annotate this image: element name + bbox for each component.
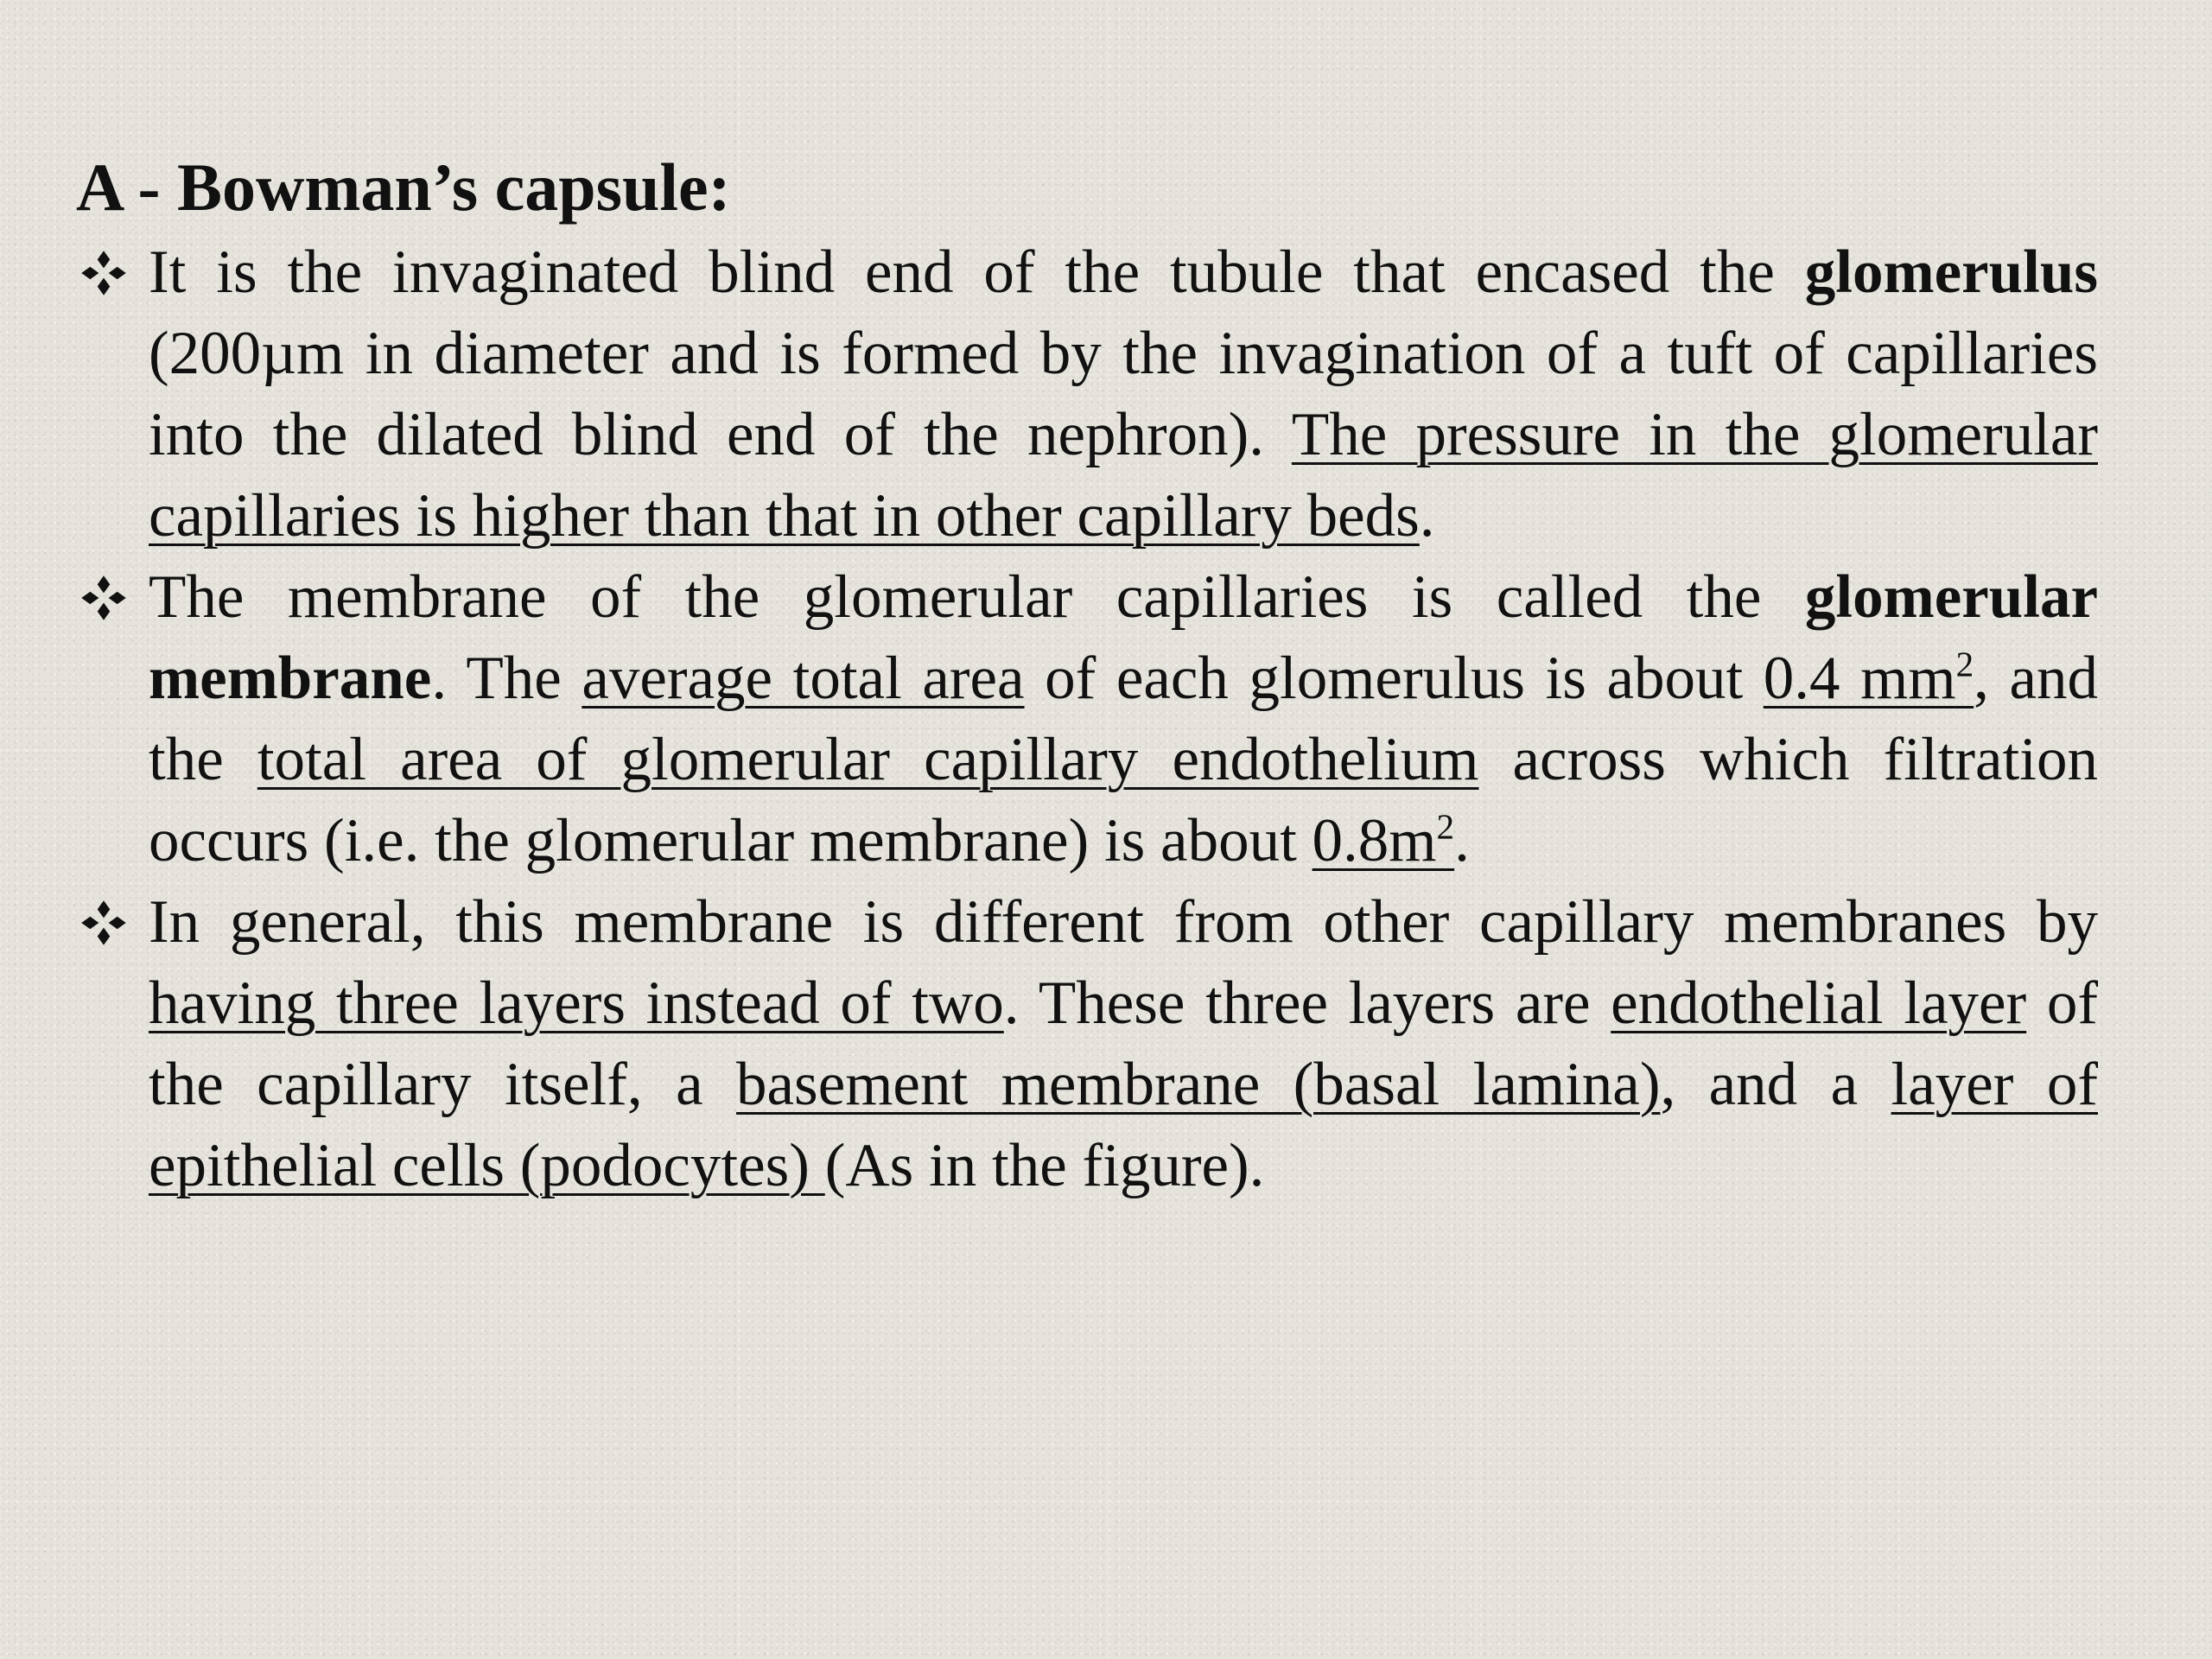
text-span: of the capillary itself, a [149, 969, 2098, 1118]
text-span: . These three layers are [1003, 969, 1611, 1037]
text-span: In general, this membrane is different from other capillary membranes by [149, 888, 2098, 956]
text-span: , and the [149, 645, 2098, 793]
text-span: across which filtration occurs (i.e. the glomerular membrane) is about [149, 726, 2098, 874]
superscript: 2 [1955, 644, 1974, 684]
text-span: , and a [1660, 1051, 1891, 1118]
bullet-list [76, 232, 2098, 1206]
bullet-item-2 [76, 556, 2098, 881]
text-span: It is the invaginated blind end of the tubule that encased the [149, 238, 1805, 306]
text-span: (As in the figure). [824, 1132, 1265, 1199]
value-text: 0.4 mm [1763, 645, 1956, 712]
slide-content [76, 147, 2098, 1206]
underlined-phrase: endothelial layer [1611, 969, 2027, 1037]
underlined-phrase: The pressure in the glomerular capillaries is higher than that in other capillary beds [149, 401, 2098, 550]
text-span: . [1419, 482, 1435, 550]
underlined-phrase: having three layers instead of two [149, 969, 1004, 1037]
underlined-phrase: layer of epithelial cells (podocytes) [149, 1051, 2098, 1199]
underlined-phrase: average total area [582, 645, 1025, 712]
bold-term: glomerulus [1804, 238, 2098, 306]
underlined-value [1764, 645, 1974, 712]
text-span: The membrane of the glomerular capillaries is called the [149, 563, 1805, 631]
bold-term: glomerular membrane [149, 563, 2098, 712]
underlined-value [1313, 807, 1455, 874]
four-diamond-bullet-icon [79, 249, 128, 297]
bullet-item-3 [76, 881, 2098, 1206]
text-span: of each glomerulus is about [1024, 645, 1764, 712]
four-diamond-bullet-icon [79, 899, 128, 947]
section-heading: A - Bowman’s capsule: [76, 149, 731, 225]
four-diamond-bullet-icon [79, 574, 128, 622]
underlined-phrase: total area of glomerular capillary endothelium [257, 726, 1479, 793]
text-span: . The [431, 645, 582, 712]
bullet-item-1 [76, 232, 2098, 556]
text-span: . [1454, 807, 1470, 874]
underlined-phrase: basement membrane (basal lamina) [736, 1051, 1661, 1118]
superscript: 2 [1436, 806, 1455, 847]
value-text: 0.8m [1312, 807, 1437, 874]
text-span: (200µm in diameter and is formed by the invagination of a tuft of capillaries into the dilated blind end of the nephron). [149, 320, 2098, 468]
